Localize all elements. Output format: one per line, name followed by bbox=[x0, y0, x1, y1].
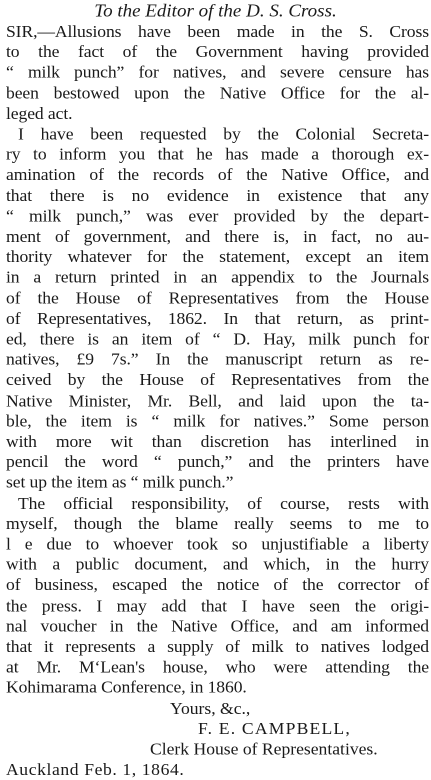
body-line: natives, £9 7s.” In the manuscript return as re- bbox=[6, 349, 429, 369]
body-line: to the fact of the Government having provided bbox=[6, 41, 429, 62]
body-line: nal voucher in the Native Office, and am informed bbox=[6, 615, 429, 636]
body-line: “ milk punch” for natives, and severe censure has bbox=[6, 62, 429, 82]
body-line: SIR,—Allusions have been made in the S. Cross bbox=[6, 21, 429, 41]
body-line: at Mr. M‘Lean's house, who were attending the bbox=[6, 656, 429, 677]
body-line: of the House of Representatives from the House bbox=[6, 287, 429, 308]
body-line: thority whatever for the statement, except an item bbox=[6, 246, 429, 267]
body-line: that it represents a supply of milk to natives lodged bbox=[6, 636, 429, 656]
body-line: amination of the records of the Native Office, and bbox=[6, 164, 429, 185]
body-line: of business, escaped the notice of the corrector of bbox=[6, 574, 429, 595]
body-line: ment of government, and there is, in fact, no au- bbox=[6, 226, 429, 246]
body-line: with more wit than discretion has interlined in bbox=[6, 431, 429, 451]
body-line: The official responsibility, of course, rests with bbox=[18, 492, 429, 513]
body-line: with a public document, and which, in the hurry bbox=[6, 554, 429, 574]
signatory-title: Clerk House of Representatives. bbox=[150, 739, 378, 759]
body-line: Kohimarama Conference, in 1860. bbox=[6, 677, 247, 697]
body-line: l e due to whoever took so unjustifiable a liberty bbox=[6, 533, 429, 554]
body-line: the press. I may add that I have seen the origi- bbox=[6, 595, 429, 615]
signature: F. E. CAMPBELL, bbox=[198, 718, 351, 738]
body-line: ed, there is an item of “ D. Hay, milk punch for bbox=[6, 328, 429, 349]
dateline: Auckland Feb. 1, 1864. bbox=[6, 759, 185, 779]
body-line: I have been requested by the Colonial Secreta- bbox=[18, 123, 429, 144]
body-line: ceived by the House of Representatives from the bbox=[6, 369, 429, 390]
body-line: “ milk punch,” was ever provided by the depart- bbox=[6, 205, 429, 226]
body-line: ble, the item is “ milk for natives.” Some person bbox=[6, 410, 429, 431]
body-line: set up the item as “ milk punch.” bbox=[6, 472, 234, 492]
body-line: leged act. bbox=[6, 103, 73, 123]
body-line: pencil the word “ punch,” and the printers have bbox=[6, 451, 429, 472]
body-line: in a return printed in an appendix to the Journals bbox=[6, 267, 429, 287]
body-line: myself, though the blame really seems to me to bbox=[6, 513, 429, 533]
body-line: been bestowed upon the Native Office for the al- bbox=[6, 82, 429, 103]
body-line: that there is no evidence in existence that any bbox=[6, 185, 429, 205]
body-line: ry to inform you that he has made a thorough ex- bbox=[6, 144, 429, 164]
letter-heading: To the Editor of the D. S. Cross. bbox=[94, 0, 337, 22]
body-line: Native Minister, Mr. Bell, and laid upon the ta- bbox=[6, 390, 429, 410]
salutation: Yours, &c., bbox=[170, 697, 251, 718]
body-line: of Representatives, 1862. In that return, as print- bbox=[6, 308, 429, 328]
